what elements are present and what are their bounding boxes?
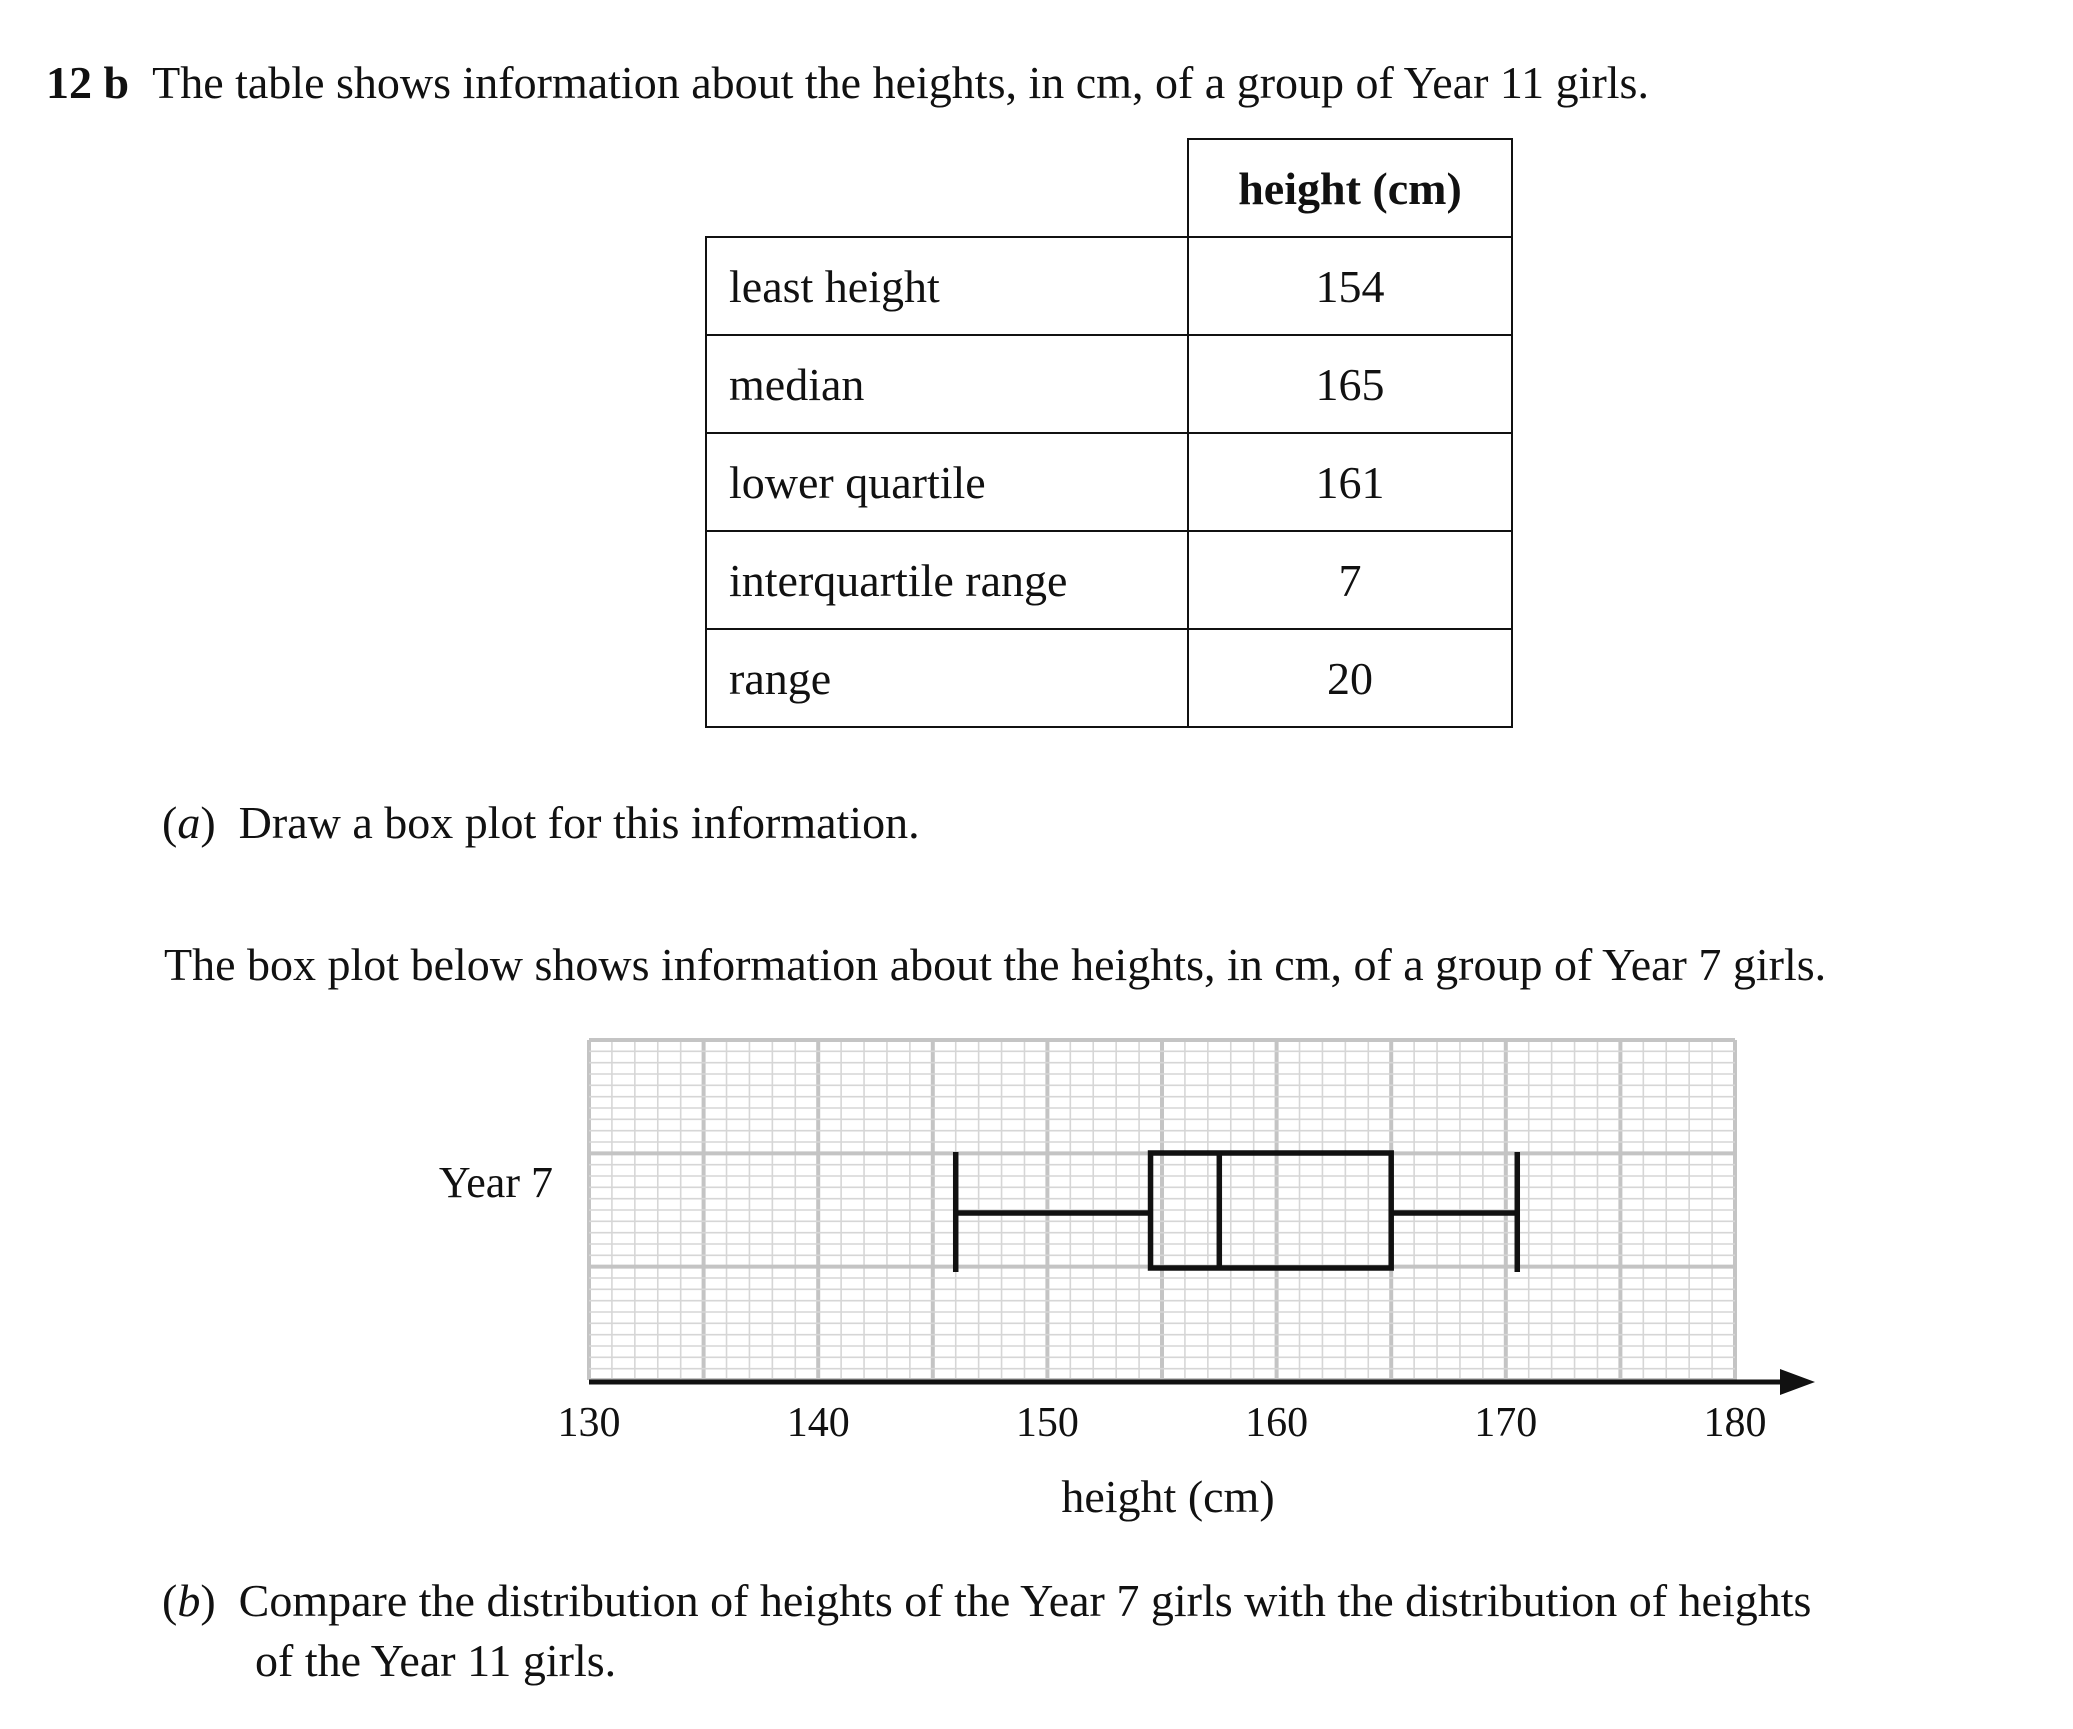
table-row-value: 165 [1188,335,1512,433]
part-b [162,1575,1812,1626]
part-b-line1: Compare the distribution of heights of the Year 7 girls with the distribution of heights [238,1575,1812,1626]
x-axis-ticks [558,1400,1767,1446]
table-row-label: median [706,335,1188,433]
boxplot-intro: The box plot below shows information about the heights, in cm, of a group of Year 7 girls. [164,939,1827,990]
series-label: Year 7 [438,1158,553,1207]
part-a-text: Draw a box plot for this information. [238,797,920,848]
table-row-value: 154 [1188,237,1512,335]
table-row-value: 20 [1188,629,1512,727]
question-number: 12 b [46,57,130,108]
x-tick-label: 160 [1245,1400,1309,1446]
table-row-value: 7 [1188,531,1512,629]
table-header: height (cm) [1188,139,1512,237]
part-b-marker: (b) [162,1575,216,1626]
question-intro: The table shows information about the heights, in cm, of a group of Year 11 girls. [152,57,1649,108]
part-a-marker: (a) [162,797,216,848]
table-row-label: lower quartile [706,433,1188,531]
x-tick-label: 170 [1474,1400,1538,1446]
x-tick-label: 140 [786,1400,850,1446]
table-row-label: range [706,629,1188,727]
x-axis-label: height (cm) [1061,1471,1275,1522]
x-tick-label: 130 [557,1400,621,1446]
table-row-label: interquartile range [706,531,1188,629]
x-tick-label: 180 [1703,1400,1767,1446]
table-row-value: 161 [1188,433,1512,531]
box-plot-marks [956,1152,1518,1272]
part-b-continued: of the Year 11 girls. [255,1635,617,1686]
x-axis-arrow-icon [1780,1369,1815,1395]
x-tick-label: 150 [1015,1400,1079,1446]
chart-grid [589,1040,1735,1380]
table-row-label: least height [706,237,1188,335]
